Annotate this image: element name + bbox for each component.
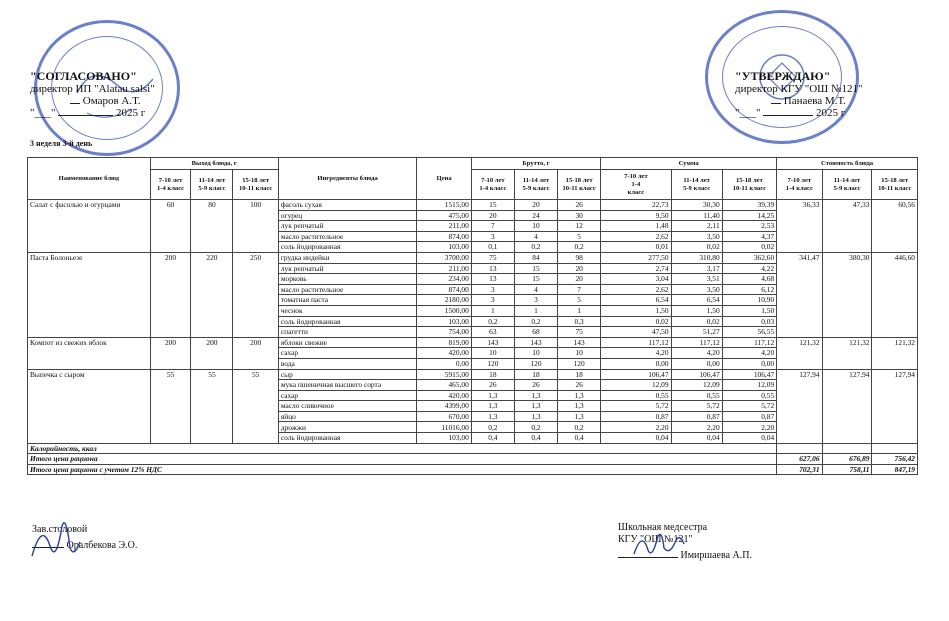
header-age-age1 [150, 170, 191, 200]
signature-right-name: Имиршаева А.П. [680, 550, 752, 561]
ingredient-cell: огурец [278, 210, 416, 221]
cost-cell: 121,32 [822, 337, 872, 369]
gross-cell: 13 [471, 263, 514, 274]
ingredient-cell: мука пшеничная высшего сорта [278, 380, 416, 391]
header-age-part: 15-18 лет [881, 176, 909, 184]
sum-cell: 12,09 [671, 380, 722, 391]
age-header-row [28, 170, 918, 200]
gross-cell: 0,4 [558, 433, 601, 444]
sum-cell: 2,20 [601, 422, 671, 433]
gross-cell: 10 [514, 348, 557, 359]
price-cell: 420,00 [417, 348, 471, 359]
sum-cell: 6,12 [722, 284, 777, 295]
ingredient-cell: спагетти [278, 327, 416, 338]
gross-cell: 20 [471, 210, 514, 221]
gross-cell: 75 [558, 327, 601, 338]
gross-cell: 0,4 [471, 433, 514, 444]
gross-cell: 120 [558, 358, 601, 369]
cost-cell: 380,30 [822, 252, 872, 337]
ingredient-cell: соль йодированная [278, 316, 416, 327]
price-cell: 103,00 [417, 242, 471, 253]
gross-cell: 5 [558, 295, 601, 306]
sum-cell: 5,72 [601, 401, 671, 412]
gross-cell: 0,4 [514, 433, 557, 444]
ingredient-cell: вода [278, 358, 416, 369]
sum-cell: 10,90 [722, 295, 777, 306]
gross-cell: 13 [471, 274, 514, 285]
sum-cell: 9,50 [601, 210, 671, 221]
ingredient-cell: масло сливочное [278, 401, 416, 412]
sum-cell: 4,20 [671, 348, 722, 359]
sum-cell: 2,62 [601, 284, 671, 295]
vat-total-value: 847,19 [872, 464, 918, 475]
output-cell: 55 [150, 369, 191, 443]
approval-right-position: директор КГУ "ОШ №121" [735, 83, 863, 95]
sum-cell: 2,53 [722, 221, 777, 232]
sum-cell: 2,20 [671, 422, 722, 433]
sum-cell: 3,50 [671, 284, 722, 295]
sum-cell: 3,17 [671, 263, 722, 274]
sum-cell: 2,74 [601, 263, 671, 274]
gross-cell: 1 [514, 305, 557, 316]
sum-cell: 0,87 [671, 411, 722, 422]
price-cell: 211,00 [417, 221, 471, 232]
gross-cell: 98 [558, 252, 601, 263]
vat-total-label: Итого цена рациона с учетом 12% НДС [28, 464, 777, 475]
cost-cell: 341,47 [777, 252, 822, 337]
sum-cell: 106,47 [671, 369, 722, 380]
output-cell: 55 [233, 369, 278, 443]
cost-cell: 127,94 [777, 369, 822, 443]
sum-cell: 310,80 [671, 252, 722, 263]
header-dish-name: Наименование блюд [28, 158, 151, 200]
signature-right-org: КГУ "ОШ №121" [618, 534, 693, 545]
sum-cell: 5,72 [671, 401, 722, 412]
sum-cell: 3,51 [671, 274, 722, 285]
dish-name-cell: Паста Болоньезе [28, 252, 151, 337]
table-row [28, 252, 918, 263]
gross-cell: 3 [514, 295, 557, 306]
gross-cell: 1,3 [471, 401, 514, 412]
signature-left-scribble-icon [24, 516, 84, 566]
price-cell: 754,00 [417, 327, 471, 338]
price-cell: 2180,00 [417, 295, 471, 306]
vat-total-value: 758,11 [822, 464, 872, 475]
header-age-part: 5-9 класс [833, 184, 861, 192]
header-ingredients: Ингредиенты блюда [278, 158, 416, 200]
vat-total-value: 702,31 [777, 464, 822, 475]
header-age-part: 10-11 класс [562, 184, 596, 192]
gross-cell: 143 [558, 337, 601, 348]
ingredient-cell: томатная паста [278, 295, 416, 306]
gross-cell: 20 [514, 200, 557, 211]
sum-cell: 1,50 [601, 305, 671, 316]
cost-cell: 47,33 [822, 200, 872, 253]
header-price: Цена [417, 158, 471, 200]
header-age-age1 [471, 170, 514, 200]
sum-cell: 0,00 [671, 358, 722, 369]
price-cell: 465,00 [417, 380, 471, 391]
gross-cell: 1,3 [514, 390, 557, 401]
gross-cell: 3 [471, 295, 514, 306]
gross-cell: 0,2 [514, 316, 557, 327]
output-cell: 200 [191, 337, 233, 369]
sum-cell: 47,50 [601, 327, 671, 338]
menu-totals [28, 443, 918, 475]
sum-cell: 362,60 [722, 252, 777, 263]
price-cell: 1515,00 [417, 200, 471, 211]
output-cell: 80 [191, 200, 233, 253]
gross-cell: 24 [514, 210, 557, 221]
ingredient-cell: дрожжи [278, 422, 416, 433]
gross-cell: 120 [471, 358, 514, 369]
sum-cell: 51,27 [671, 327, 722, 338]
signature-right-position: Школьная медсестра [618, 522, 708, 533]
dish-name-cell: Компот из свежих яблок [28, 337, 151, 369]
gross-cell: 10 [471, 348, 514, 359]
output-cell: 200 [233, 337, 278, 369]
sum-cell: 1,50 [671, 305, 722, 316]
gross-cell: 20 [558, 263, 601, 274]
header-age-age3 [872, 170, 918, 200]
header-age-age2 [191, 170, 233, 200]
ingredient-cell: фасоль сухая [278, 200, 416, 211]
header-age-part: 15-18 лет [565, 176, 593, 184]
sum-cell: 0,02 [671, 316, 722, 327]
calories-label: Калорийность, ккал [28, 443, 777, 454]
ration-total-value: 676,89 [822, 454, 872, 465]
ration-total-label: Итого цена рациона [28, 454, 777, 465]
gross-cell: 7 [558, 284, 601, 295]
header-age-part: 15-18 лет [735, 176, 763, 184]
ingredient-cell: лук репчатый [278, 221, 416, 232]
cost-cell: 446,60 [872, 252, 918, 337]
gross-cell: 0,2 [471, 422, 514, 433]
ingredient-cell: сыр [278, 369, 416, 380]
signature-left-position: Зав.столовой [32, 524, 88, 535]
sum-cell: 0,87 [601, 411, 671, 422]
gross-cell: 10 [558, 348, 601, 359]
gross-cell: 15 [471, 200, 514, 211]
price-cell: 103,00 [417, 316, 471, 327]
output-cell: 100 [233, 200, 278, 253]
ingredient-cell: сахар [278, 390, 416, 401]
header-age-age3 [722, 170, 777, 200]
output-cell: 220 [191, 252, 233, 337]
price-cell: 211,00 [417, 263, 471, 274]
ingredient-cell: морковь [278, 274, 416, 285]
sum-cell: 3,04 [601, 274, 671, 285]
ingredient-cell: соль йодированная [278, 242, 416, 253]
gross-cell: 1,3 [558, 411, 601, 422]
price-cell: 670,00 [417, 411, 471, 422]
gross-cell: 0,2 [471, 316, 514, 327]
price-cell: 1500,00 [417, 305, 471, 316]
output-cell: 200 [150, 252, 191, 337]
sum-cell: 30,30 [671, 200, 722, 211]
dish-name-cell: Салат с фасолью и огурцами [28, 200, 151, 253]
sum-cell: 0,02 [722, 242, 777, 253]
cost-cell: 36,33 [777, 200, 822, 253]
gross-cell: 1,3 [558, 390, 601, 401]
gross-cell: 15 [514, 263, 557, 274]
sum-cell: 0,00 [722, 358, 777, 369]
signature-right-scribble-icon [630, 528, 690, 562]
header-age-part: 7-10 лет [481, 176, 505, 184]
output-cell: 55 [191, 369, 233, 443]
sum-cell: 0,02 [601, 316, 671, 327]
price-cell: 3700,00 [417, 252, 471, 263]
gross-cell: 20 [558, 274, 601, 285]
sum-cell: 4,20 [722, 348, 777, 359]
header-age-part: 5-9 класс [522, 184, 550, 192]
sum-cell: 0,00 [601, 358, 671, 369]
approval-right-name: Панаева М.Т. [783, 95, 846, 107]
header-age-part: 7-10 лет [624, 172, 648, 180]
price-cell: 4399,00 [417, 401, 471, 412]
gross-cell: 68 [514, 327, 557, 338]
sum-cell: 0,03 [722, 316, 777, 327]
gross-cell: 3 [471, 231, 514, 242]
gross-cell: 84 [514, 252, 557, 263]
cost-cell: 121,32 [872, 337, 918, 369]
gross-cell: 18 [471, 369, 514, 380]
header-age-age1 [777, 170, 822, 200]
header-age-part: 15-18 лет [242, 176, 270, 184]
ingredient-cell: лук репчатый [278, 263, 416, 274]
header-age-part: 10-11 класс [878, 184, 912, 192]
sum-cell: 56,55 [722, 327, 777, 338]
price-cell: 5915,00 [417, 369, 471, 380]
header-age-sum_age1 [601, 170, 671, 200]
header-age-part: 5-9 класс [198, 184, 226, 192]
header-age-part: 10-11 класс [238, 184, 273, 192]
price-cell: 103,00 [417, 433, 471, 444]
gross-cell: 63 [471, 327, 514, 338]
sum-cell: 4,68 [722, 274, 777, 285]
gross-cell: 4 [514, 284, 557, 295]
ration-total-value: 756,42 [872, 454, 918, 465]
header-age-age2 [822, 170, 872, 200]
gross-cell: 18 [514, 369, 557, 380]
gross-cell: 10 [514, 221, 557, 232]
approval-left-date-prefix: "___" [30, 107, 56, 119]
price-cell: 420,00 [417, 390, 471, 401]
signature-left-name: Оралбекова Э.О. [66, 540, 138, 551]
sum-cell: 0,04 [601, 433, 671, 444]
sum-cell: 3,50 [671, 231, 722, 242]
price-cell: 819,00 [417, 337, 471, 348]
sum-cell: 117,12 [671, 337, 722, 348]
sum-cell: 4,20 [601, 348, 671, 359]
gross-cell: 7 [471, 221, 514, 232]
sum-cell: 39,39 [722, 200, 777, 211]
sum-cell: 12,09 [601, 380, 671, 391]
sum-cell: 0,55 [722, 390, 777, 401]
gross-cell: 1,3 [471, 390, 514, 401]
dish-name-cell: Выпечка с сыром [28, 369, 151, 443]
cost-cell: 127,94 [822, 369, 872, 443]
cost-cell: 127,94 [872, 369, 918, 443]
sum-cell: 14,25 [722, 210, 777, 221]
header-age-part: 11-14 лет [198, 176, 226, 184]
cost-cell: 60,56 [872, 200, 918, 253]
header-age-age2 [671, 170, 722, 200]
approval-right [735, 70, 862, 119]
gross-cell: 1,3 [471, 411, 514, 422]
gross-cell: 15 [514, 274, 557, 285]
sum-cell: 1,48 [601, 221, 671, 232]
sum-cell: 12,09 [722, 380, 777, 391]
sum-cell: 1,50 [722, 305, 777, 316]
sum-cell: 117,12 [601, 337, 671, 348]
header-age-part: 1-4 класс [156, 184, 185, 192]
approval-right-date-suffix: 2025 г [815, 107, 846, 119]
sum-cell: 106,47 [722, 369, 777, 380]
price-cell: 234,00 [417, 274, 471, 285]
price-cell: 874,00 [417, 284, 471, 295]
header-age-part: 1-4 класс [785, 184, 813, 192]
gross-cell: 1,3 [558, 401, 601, 412]
gross-cell: 120 [514, 358, 557, 369]
header-gross: Брутто, г [471, 158, 600, 170]
approval-left-title: "СОГЛАСОВАНО" [30, 69, 137, 83]
output-cell: 250 [233, 252, 278, 337]
header-age-part: 1-4 класс [479, 184, 507, 192]
price-cell: 0,00 [417, 358, 471, 369]
gross-cell: 0,1 [471, 242, 514, 253]
cost-cell: 121,32 [777, 337, 822, 369]
header-age-part: 1-4 [631, 180, 641, 188]
header-age-part: 11-14 лет [522, 176, 550, 184]
gross-cell: 26 [514, 380, 557, 391]
header-age-part: класс [627, 188, 645, 196]
gross-cell: 75 [471, 252, 514, 263]
approval-left-date-suffix: 2025 г [115, 107, 146, 119]
sum-cell: 2,20 [722, 422, 777, 433]
sum-cell: 6,54 [601, 295, 671, 306]
gross-cell: 18 [558, 369, 601, 380]
sum-cell: 0,04 [722, 433, 777, 444]
gross-cell: 12 [558, 221, 601, 232]
header-age-part: 7-10 лет [787, 176, 812, 184]
week-day-label: 3 неделя 3-й день [30, 139, 93, 148]
sum-cell: 2,11 [671, 221, 722, 232]
ingredient-cell: яйцо [278, 411, 416, 422]
output-cell: 200 [150, 337, 191, 369]
header-age-part: 7-10 лет [158, 176, 183, 184]
gross-cell: 5 [558, 231, 601, 242]
header-age-part: 5-9 класс [683, 184, 711, 192]
sum-cell: 6,54 [671, 295, 722, 306]
header-sum: Сумма [601, 158, 777, 170]
sum-cell: 4,37 [722, 231, 777, 242]
header-age-age3 [233, 170, 278, 200]
sum-cell: 0,87 [722, 411, 777, 422]
header-age-age3 [558, 170, 601, 200]
gross-cell: 0,2 [514, 242, 557, 253]
ingredient-cell: грудка индейки [278, 252, 416, 263]
approval-right-title: "УТВЕРЖДАЮ" [735, 69, 831, 83]
gross-cell: 0,2 [558, 242, 601, 253]
sum-cell: 117,12 [722, 337, 777, 348]
gross-cell: 1,3 [514, 401, 557, 412]
table-row [28, 200, 918, 211]
gross-cell: 1 [471, 305, 514, 316]
sum-cell: 106,47 [601, 369, 671, 380]
header-cost: Стоимость блюда [777, 158, 918, 170]
sum-cell: 0,55 [601, 390, 671, 401]
gross-cell: 143 [471, 337, 514, 348]
header-age-part: 10-11 класс [732, 184, 767, 192]
gross-cell: 0,2 [514, 422, 557, 433]
sum-cell: 0,55 [671, 390, 722, 401]
sum-cell: 5,72 [722, 401, 777, 412]
table-row [28, 337, 918, 348]
approval-left-name: Омаров А.Т. [82, 95, 141, 107]
approval-left [30, 70, 155, 119]
price-cell: 11016,00 [417, 422, 471, 433]
menu-table [27, 157, 918, 475]
ingredient-cell: чеснок [278, 305, 416, 316]
table-row [28, 369, 918, 380]
ingredient-cell: масло растительное [278, 231, 416, 242]
ingredient-cell: яблоки свежие [278, 337, 416, 348]
sum-cell: 22,73 [601, 200, 671, 211]
header-age-age2 [514, 170, 557, 200]
menu-body [28, 200, 918, 444]
gross-cell: 26 [471, 380, 514, 391]
sum-cell: 0,01 [601, 242, 671, 253]
gross-cell: 143 [514, 337, 557, 348]
header-age-part: 11-14 лет [833, 176, 861, 184]
output-cell: 60 [150, 200, 191, 253]
gross-cell: 3 [471, 284, 514, 295]
sum-cell: 11,40 [671, 210, 722, 221]
gross-cell: 26 [558, 380, 601, 391]
ration-total-value: 627,06 [777, 454, 822, 465]
approval-right-date-prefix: "___" [735, 107, 761, 119]
gross-cell: 1 [558, 305, 601, 316]
sum-cell: 277,50 [601, 252, 671, 263]
sum-cell: 2,62 [601, 231, 671, 242]
gross-cell: 0,2 [558, 422, 601, 433]
sum-cell: 0,04 [671, 433, 722, 444]
gross-cell: 30 [558, 210, 601, 221]
sum-cell: 4,22 [722, 263, 777, 274]
header-output: Выход блюда, г [150, 158, 278, 170]
ingredient-cell: сахар [278, 348, 416, 359]
sum-cell: 0,02 [671, 242, 722, 253]
gross-cell: 0,3 [558, 316, 601, 327]
ingredient-cell: масло растительное [278, 284, 416, 295]
ingredient-cell: соль йодированная [278, 433, 416, 444]
header-age-part: 11-14 лет [683, 176, 710, 184]
approval-left-position: директор ИП "Alatau salsi" [30, 83, 155, 95]
price-cell: 874,00 [417, 231, 471, 242]
gross-cell: 26 [558, 200, 601, 211]
gross-cell: 1,3 [514, 411, 557, 422]
gross-cell: 4 [514, 231, 557, 242]
price-cell: 475,00 [417, 210, 471, 221]
